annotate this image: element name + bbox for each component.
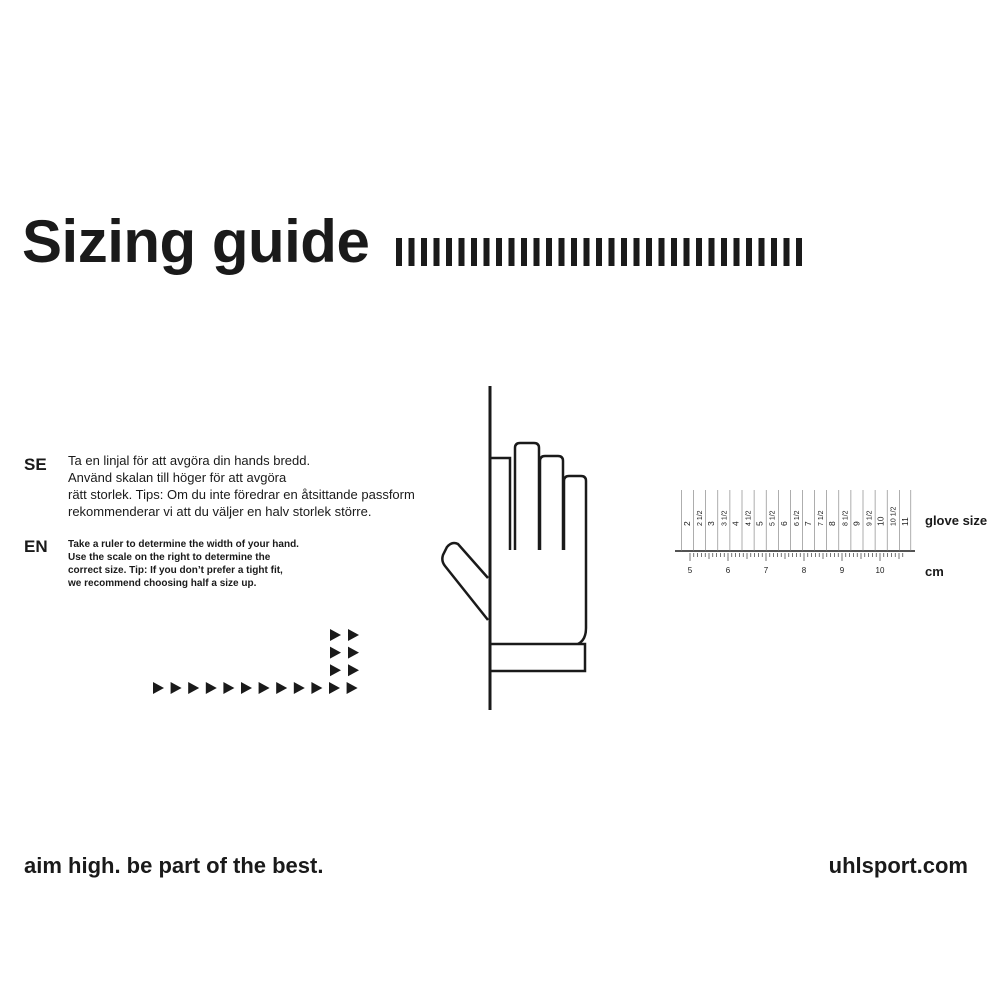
arrow-icon [348, 629, 359, 641]
cm-tick-label: 10 [875, 566, 885, 575]
cm-tick-label: 8 [801, 566, 807, 575]
stripe [534, 238, 540, 266]
arrow-icon [188, 682, 199, 694]
instructions-se-line: rätt storlek. Tips: Om du inte föredrar en åtsittande passform [68, 487, 415, 502]
stripe [459, 238, 465, 266]
stripe [634, 238, 640, 266]
cm-tick-label: 6 [725, 566, 731, 575]
stripe [434, 238, 440, 266]
stripe [721, 238, 727, 266]
pointer-arrows-icon [0, 0, 370, 700]
glove-size-tick-label: 9 1/2 [866, 510, 874, 526]
glove-size-tick-label: 2 1/2 [697, 510, 705, 526]
decorative-stripes [396, 238, 806, 266]
arrow-icon [348, 664, 359, 676]
stripe [509, 238, 515, 266]
stripe [571, 238, 577, 266]
instructions-se-line: Ta en linjal för att avgöra din hands bredd. [68, 453, 311, 468]
glove-size-tick-label: 5 1/2 [769, 510, 777, 526]
stripe [796, 238, 802, 266]
arrow-icon [347, 682, 358, 694]
glove-size-tick-label: 11 [899, 517, 910, 526]
glove-size-tick-label: 8 1/2 [842, 510, 850, 526]
arrow-icon [153, 682, 164, 694]
size-scale-ruler [675, 485, 915, 580]
stripe [746, 238, 752, 266]
stripe [559, 238, 565, 266]
stripe [771, 238, 777, 266]
glove-size-tick-label: 6 [778, 521, 789, 526]
tagline: aim high. be part of the best. [24, 853, 324, 878]
glove-size-label: glove size [925, 513, 988, 528]
arrow-icon [330, 664, 341, 676]
stripe [734, 238, 740, 266]
stripe [496, 238, 502, 266]
cm-label: cm [925, 564, 944, 579]
arrow-icon [171, 682, 182, 694]
stripe [471, 238, 477, 266]
stripe [709, 238, 715, 266]
stripe [621, 238, 627, 266]
arrow-icon [348, 647, 359, 659]
instructions-en-line: we recommend choosing half a size up. [68, 578, 257, 589]
cm-tick-label: 7 [763, 566, 769, 575]
glove-size-tick-label: 3 [706, 521, 717, 526]
glove-size-tick-label: 4 [730, 521, 741, 526]
instructions-en-line: Use the scale on the right to determine the [68, 552, 271, 563]
stripe [409, 238, 415, 266]
glove-size-tick-label: 7 1/2 [818, 510, 826, 526]
glove-size-tick-label: 10 1/2 [890, 506, 898, 526]
stripe [659, 238, 665, 266]
glove-size-tick-label: 6 1/2 [793, 510, 801, 526]
website-link[interactable]: uhlsport.com [828, 853, 968, 878]
glove-size-tick-label: 10 [875, 516, 886, 526]
stripe [546, 238, 552, 266]
hand-outline-icon [440, 384, 600, 714]
arrow-icon [330, 647, 341, 659]
glove-size-tick-label: 5 [754, 521, 765, 526]
instructions-se-line: Använd skalan till höger för att avgöra [68, 470, 287, 485]
glove-size-tick-label: 4 1/2 [745, 510, 753, 526]
arrow-icon [330, 629, 341, 641]
arrow-icon [241, 682, 252, 694]
stripe [396, 238, 402, 266]
arrow-icon [223, 682, 234, 694]
language-code-se: SE [24, 455, 47, 474]
arrow-icon [329, 682, 340, 694]
page-title: Sizing guide [22, 208, 370, 275]
glove-size-tick-label: 8 [827, 521, 838, 526]
stripe [609, 238, 615, 266]
arrow-icon [259, 682, 270, 694]
stripe [484, 238, 490, 266]
glove-size-tick-label: 2 [682, 521, 692, 526]
stripe [671, 238, 677, 266]
stripe [521, 238, 527, 266]
stripe [759, 238, 765, 266]
instructions-se-line: rekommenderar vi att du väljer en halv storlek större. [68, 504, 372, 519]
language-code-en: EN [24, 537, 48, 556]
instructions-en-line: correct size. Tip: If you don’t prefer a tight fit, [68, 565, 283, 576]
stripe [584, 238, 590, 266]
cm-tick-label: 9 [839, 566, 845, 575]
arrow-icon [206, 682, 217, 694]
stripe [646, 238, 652, 266]
glove-size-tick-label: 3 1/2 [721, 510, 729, 526]
stripe [696, 238, 702, 266]
glove-size-tick-label: 7 [803, 521, 813, 526]
arrow-icon [311, 682, 322, 694]
cm-tick-label: 5 [687, 566, 693, 575]
stripe [596, 238, 602, 266]
instructions-en-line: Take a ruler to determine the width of your hand. [68, 539, 299, 550]
arrow-icon [294, 682, 305, 694]
stripe [784, 238, 790, 266]
stripe [684, 238, 690, 266]
stripe [446, 238, 452, 266]
stripe [421, 238, 427, 266]
arrow-icon [276, 682, 287, 694]
glove-size-tick-label: 9 [851, 521, 862, 526]
